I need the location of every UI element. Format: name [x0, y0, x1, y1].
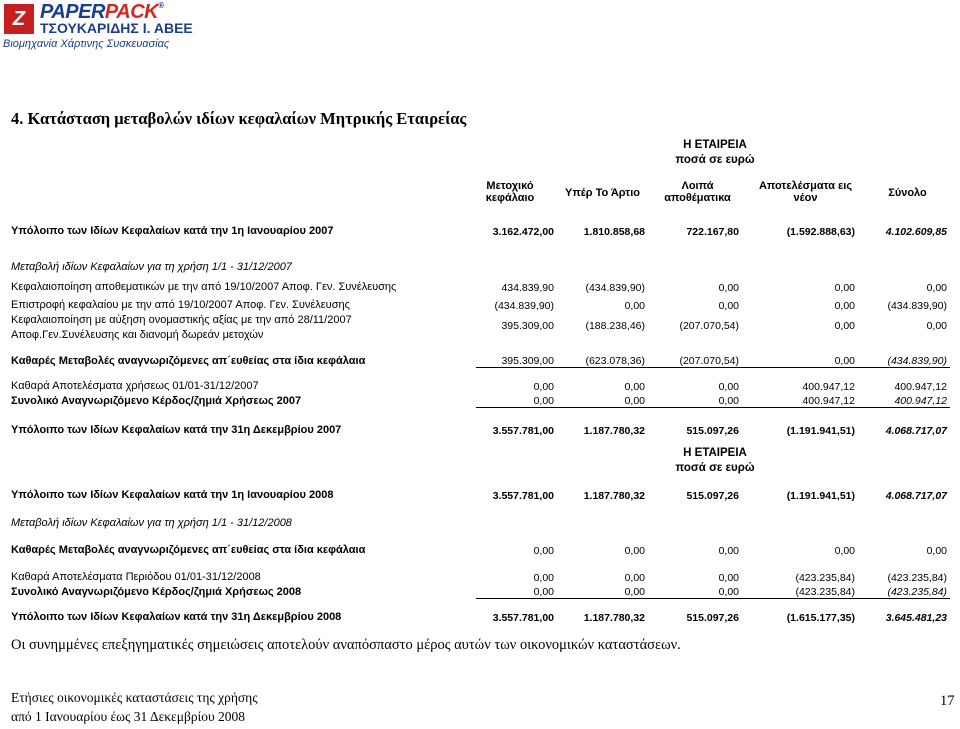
company-logo-mark: Z [4, 4, 34, 34]
divider [476, 367, 950, 368]
cell-retained-earnings: (1.615.177,35) [786, 612, 855, 624]
cell-share-capital: 0,00 [533, 572, 554, 584]
cell-share-capital: (434.839,90) [494, 300, 554, 312]
page-number: 17 [940, 693, 955, 709]
row-label-changes-2008: Μεταβολή ιδίων Κεφαλαίων για τη χρήση 1/1 - 31/12/2008 [11, 517, 292, 529]
cell-retained-earnings: 400.947,12 [802, 395, 855, 407]
row-label-changes-2007: Μεταβολή ιδίων Κεφαλαίων για τη χρήση 1/1 - 31/12/2007 [11, 261, 292, 273]
cell-other-reserves: (207.070,54) [679, 355, 739, 367]
cell-share-capital: 3.557.781,00 [492, 425, 554, 437]
row-label-closing-2008: Υπόλοιπο των Ιδίων Κεφαλαίων κατά την 31η Δεκεμβρίου 2008 [11, 611, 342, 623]
cell-other-reserves: 0,00 [718, 381, 739, 393]
row-label-opening-2008: Υπόλοιπο των Ιδίων Κεφαλαίων κατά την 1η Ιανουαρίου 2008 [11, 489, 334, 501]
cell-retained-earnings: (423.235,84) [795, 572, 855, 584]
cell-other-reserves: 0,00 [718, 572, 739, 584]
cell-share-premium: 1.810.858,68 [583, 226, 645, 238]
cell-other-reserves: 0,00 [718, 586, 739, 598]
cell-share-premium: 1.187.780,32 [583, 612, 645, 624]
footnote: Οι συνημμένες επεξηγηματικές σημειώσεις αποτελούν αναπόσπαστο μέρος αυτών των οικονομικών καταστάσεων. [11, 637, 681, 653]
cell-share-premium: 0,00 [624, 381, 645, 393]
company-name: ΤΣΟΥΚΑΡΙΔΗΣ Ι. ΑΒΕΕ [40, 20, 193, 36]
cell-total: 0,00 [926, 282, 947, 294]
cell-retained-earnings: 0,00 [834, 320, 855, 332]
row-label-total-recognized-2008: Συνολικό Αναγνωριζόμενο Κέρδος/ζημιά Χρήσεως 2008 [11, 586, 302, 598]
cell-other-reserves: 0,00 [718, 282, 739, 294]
entity-header: Η ΕΤΑΙΡΕΙΑ [683, 139, 747, 151]
cell-other-reserves: (207.070,54) [679, 320, 739, 332]
cell-total: (423.235,84) [887, 586, 947, 598]
cell-share-capital: 0,00 [533, 586, 554, 598]
cell-share-capital: 395.309,00 [501, 320, 554, 332]
col-header-other-reserves: Λοιπά αποθέματικα [664, 180, 731, 204]
cell-total: (434.839,90) [887, 300, 947, 312]
cell-total: (434.839,90) [887, 355, 947, 367]
row-label-net-changes-2008: Καθαρές Μεταβολές αναγνωριζόμενες απ΄ευθείας στα ίδια κεφάλαια [11, 544, 366, 556]
cell-retained-earnings: 0,00 [834, 545, 855, 557]
cell-share-premium: 0,00 [624, 572, 645, 584]
cell-other-reserves: 0,00 [718, 300, 739, 312]
cell-total: 400.947,12 [894, 395, 947, 407]
cell-share-premium: 0,00 [624, 545, 645, 557]
col-header-total: Σύνολο [888, 187, 927, 199]
cell-share-capital: 395.309,00 [501, 355, 554, 367]
cell-share-premium: (434.839,90) [585, 282, 645, 294]
cell-other-reserves: 515.097,26 [686, 490, 739, 502]
row-label-total-recognized-2007: Συνολικό Αναγνωριζόμενο Κέρδος/ζημιά Χρήσεως 2007 [11, 395, 302, 407]
cell-share-capital: 434.839,90 [501, 282, 554, 294]
cell-retained-earnings: 400.947,12 [802, 381, 855, 393]
cell-total: 3.645.481,23 [885, 612, 947, 624]
currency-header-2: ποσά σε ευρώ [675, 462, 755, 474]
cell-share-capital: 0,00 [533, 545, 554, 557]
cell-other-reserves: 0,00 [718, 545, 739, 557]
cell-share-premium: 1.187.780,32 [583, 490, 645, 502]
cell-retained-earnings: (1.592.888,63) [786, 226, 855, 238]
cell-share-premium: 0,00 [624, 586, 645, 598]
cell-total: 400.947,12 [894, 381, 947, 393]
cell-retained-earnings: 0,00 [834, 282, 855, 294]
cell-share-premium: 0,00 [624, 395, 645, 407]
cell-total: 4.068.717,07 [885, 425, 947, 437]
cell-share-premium: 0,00 [624, 300, 645, 312]
cell-retained-earnings: 0,00 [834, 355, 855, 367]
entity-header-2: Η ΕΤΑΙΡΕΙΑ [683, 447, 747, 459]
cell-retained-earnings: (1.191.941,51) [786, 425, 855, 437]
cell-retained-earnings: (423.235,84) [795, 586, 855, 598]
cell-share-premium: 1.187.780,32 [583, 425, 645, 437]
cell-share-capital: 3.557.781,00 [492, 490, 554, 502]
row-label-nominal-increase-cont: Αποφ.Γεν.Συνέλευσης και διανομή δωρεάν μετοχών [11, 329, 264, 341]
footer-line-2: από 1 Ιανουαρίου έως 31 Δεκεμβρίου 2008 [11, 709, 246, 724]
cell-share-premium: (188.238,46) [585, 320, 645, 332]
footer-line-1: Ετήσιες οικονομικές καταστάσεις της χρήσης [11, 690, 258, 705]
cell-retained-earnings: 0,00 [834, 300, 855, 312]
row-label-capital-return: Επιστροφή κεφαλαίου με την από 19/10/2007 Αποφ. Γεν. Συνέλευσης [11, 299, 350, 311]
row-label-opening-2007: Υπόλοιπο των Ιδίων Κεφαλαίων κατά την 1η Ιανουαρίου 2007 [11, 225, 334, 237]
divider [476, 407, 950, 408]
cell-share-capital: 0,00 [533, 381, 554, 393]
col-header-share-premium: Υπέρ Το Άρτιο [565, 187, 640, 199]
cell-other-reserves: 515.097,26 [686, 612, 739, 624]
cell-total: 0,00 [926, 320, 947, 332]
cell-other-reserves: 722.167,80 [686, 226, 739, 238]
cell-total: (423.235,84) [887, 572, 947, 584]
brand-name: PAPERPACK® [40, 1, 164, 23]
cell-total: 0,00 [926, 545, 947, 557]
cell-total: 4.102.609,85 [885, 226, 947, 238]
cell-retained-earnings: (1.191.941,51) [786, 490, 855, 502]
row-label-closing-2007: Υπόλοιπο των Ιδίων Κεφαλαίων κατά την 31η Δεκεμβρίου 2007 [11, 424, 342, 436]
row-label-net-result-2008: Καθαρά Αποτελέσματα Περιόδου 01/01-31/12/2008 [11, 571, 261, 583]
row-label-nominal-increase: Κεφαλαιοποίηση με αύξηση ονομαστικής αξίας με την από 28/11/2007 [11, 314, 352, 326]
page-title: 4. Κατάσταση μεταβολών ιδίων κεφαλαίων Μητρικής Εταιρείας [11, 109, 467, 128]
row-label-net-result-2007: Καθαρά Αποτελέσματα χρήσεως 01/01-31/12/2007 [11, 380, 259, 392]
cell-share-capital: 3.162.472,00 [492, 226, 554, 238]
col-header-share-capital: Μετοχικό κεφάλαιο [485, 180, 535, 204]
row-label-capitalization-reserves: Κεφαλαιοποίηση αποθεματικών με την από 19/10/2007 Αποφ. Γεν. Συνέλευσης [11, 281, 397, 293]
cell-total: 4.068.717,07 [885, 490, 947, 502]
col-header-retained-earnings: Αποτελέσματα εις νέον [758, 180, 853, 204]
company-tagline: Βιομηχανία Χάρτινης Συσκευασίας [3, 38, 170, 50]
cell-share-capital: 0,00 [533, 395, 554, 407]
cell-share-premium: (623.078,36) [585, 355, 645, 367]
cell-share-capital: 3.557.781,00 [492, 612, 554, 624]
currency-header: ποσά σε ευρώ [675, 154, 755, 166]
cell-other-reserves: 0,00 [718, 395, 739, 407]
row-label-net-changes-2007: Καθαρές Μεταβολές αναγνωριζόμενες απ΄ευθείας στα ίδια κεφάλαια [11, 355, 366, 367]
cell-other-reserves: 515.097,26 [686, 425, 739, 437]
divider [476, 598, 950, 599]
